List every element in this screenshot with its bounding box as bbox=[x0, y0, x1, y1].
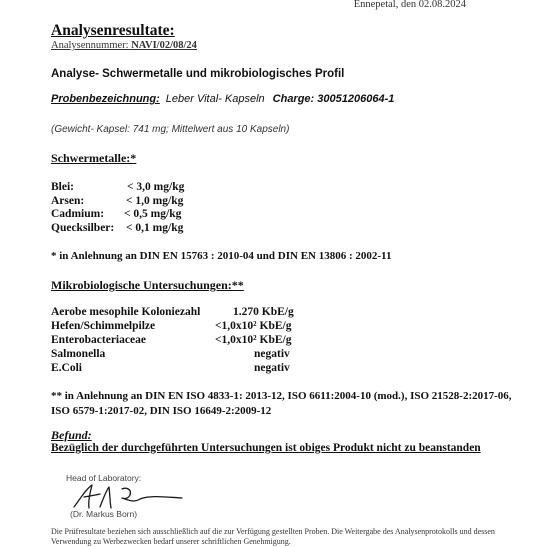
finding-text: Bezüglich der durchgeführten Untersuchungen ist obiges Produkt nicht zu beanstanden bbox=[51, 442, 481, 454]
microbiology-heading: Mikrobiologische Untersuchungen:** bbox=[51, 278, 244, 292]
report-number-value: NAVI/02/08/24 bbox=[131, 40, 197, 51]
micro-value: negativ bbox=[254, 348, 290, 360]
sample-label: Probenbezeichnung: bbox=[51, 93, 160, 105]
sample-charge: Charge: 30051206064-1 bbox=[272, 93, 395, 105]
micro-value: <1,0x10² KbE/g bbox=[215, 334, 292, 346]
weight-note: (Gewicht- Kapsel: 741 mg; Mittelwert aus 10 Kapseln) bbox=[51, 124, 290, 135]
signature-image bbox=[70, 481, 190, 511]
report-date: Ennepetal, den 02.08.2024 bbox=[353, 0, 466, 10]
report-number-label: Analysennummer: bbox=[51, 40, 129, 51]
micro-value: <1,0x10² KbE/g bbox=[215, 320, 292, 332]
metal-name: Blei: bbox=[51, 181, 74, 193]
metal-name: Cadmium: bbox=[51, 208, 105, 220]
page-title: Analysenresultate: bbox=[51, 22, 175, 39]
metal-value: < 0,1 mg/kg bbox=[126, 222, 184, 234]
metal-value: < 1,0 mg/kg bbox=[126, 195, 184, 207]
sample-line bbox=[51, 93, 394, 105]
report-number bbox=[51, 40, 197, 51]
finding-heading: Befund: bbox=[51, 428, 92, 442]
heavy-metals-note: * in Anlehnung an DIN EN 15763 : 2010-04 und DIN EN 13806 : 2002-11 bbox=[51, 250, 392, 262]
micro-name: E.Coli bbox=[51, 362, 82, 374]
heavy-metals-heading: Schwermetalle:* bbox=[51, 151, 137, 165]
micro-value: 1.270 KbE/g bbox=[233, 306, 294, 318]
sample-name: Leber Vital- Kapseln bbox=[165, 93, 265, 105]
micro-name: Hefen/Schimmelpilze bbox=[51, 320, 156, 332]
micro-value: negativ bbox=[254, 362, 290, 374]
micro-name: Enterobacteriaceae bbox=[51, 334, 146, 346]
micro-name: Aerobe mesophile Koloniezahl bbox=[51, 306, 201, 318]
micro-name: Salmonella bbox=[51, 348, 106, 360]
signature-role: Head of Laboratory: bbox=[66, 473, 142, 483]
analysis-title: Analyse- Schwermetalle und mikrobiologisches Profil bbox=[51, 68, 345, 80]
footer-disclaimer: Die Prüfresultate beziehen sich ausschließlich auf die zur Verfügung gestellten Proben. Die Weitergabe des Analysenprotokolls und dessen Verwendung zu Werbezwecken bedarf unserer schriftlichen Genehmigung. bbox=[51, 527, 495, 546]
metal-value: < 3,0 mg/kg bbox=[127, 181, 185, 193]
metal-value: < 0,5 mg/kg bbox=[124, 208, 182, 220]
microbiology-note: ** in Anlehnung an DIN EN ISO 4833-1: 2013-12, ISO 6611:2004-10 (mod.), ISO 21528-2:2017-06, ISO 6579-1:2017-02, DIN ISO 16649-2:2009-12 bbox=[51, 390, 512, 417]
signature-name: (Dr. Markus Born) bbox=[70, 509, 138, 519]
metal-name: Quecksilber: bbox=[51, 222, 115, 234]
metal-name: Arsen: bbox=[51, 195, 85, 207]
